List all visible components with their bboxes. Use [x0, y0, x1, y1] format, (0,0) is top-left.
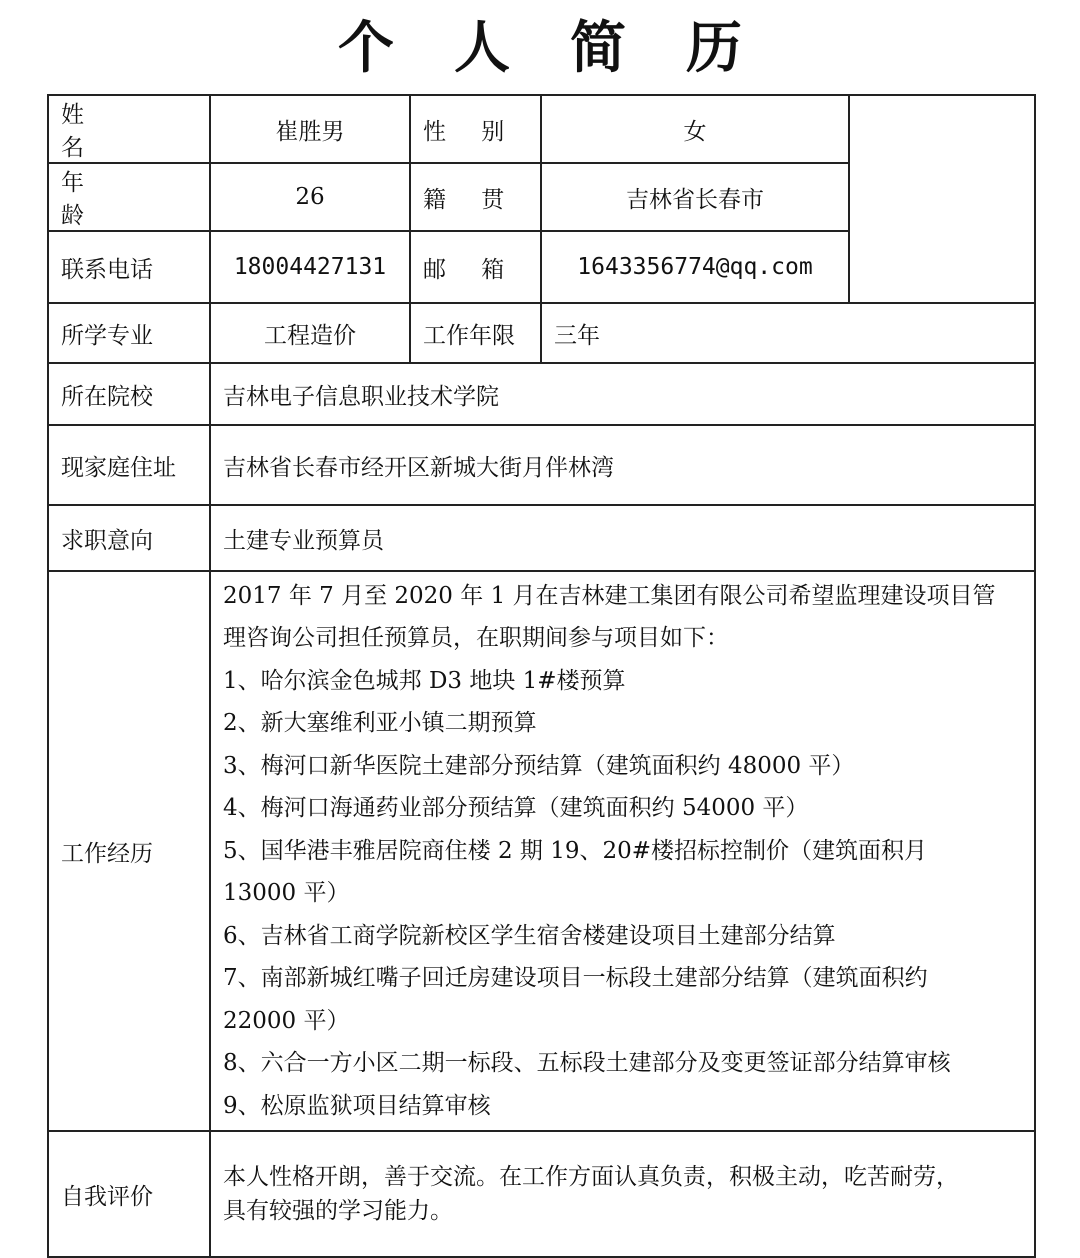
experience-line: 2、新大塞维利亚小镇二期预算: [223, 710, 537, 737]
years-value: 三年: [541, 303, 1035, 363]
address-label: 现家庭住址: [48, 425, 210, 505]
email-label: 邮 箱: [410, 231, 541, 303]
phone-label: 联系电话: [48, 231, 210, 303]
gender-label: 性 别: [410, 95, 541, 163]
name-label: 姓 名: [48, 95, 210, 163]
school-label: 所在院校: [48, 363, 210, 425]
address-value: 吉林省长春市经开区新城大街月伴林湾: [210, 425, 1035, 505]
experience-line: 7、南部新城红嘴子回迁房建设项目一标段土建部分结算（建筑面积约: [223, 965, 928, 992]
experience-line: 9、松原监狱项目结算审核: [223, 1092, 491, 1119]
row-major-years: [48, 303, 1035, 363]
experience-line: 5、国华港丰雅居院商住楼 2 期 19、20#楼招标控制价（建筑面积月: [223, 837, 928, 864]
row-school: [48, 363, 1035, 425]
major-label: 所学专业: [48, 303, 210, 363]
phone-value: 18004427131: [210, 231, 410, 303]
origin-value: 吉林省长春市: [541, 163, 849, 231]
gender-value: 女: [541, 95, 849, 163]
self-eval-line: 具有较强的学习能力。: [223, 1198, 453, 1224]
years-label: 工作年限: [410, 303, 541, 363]
self-eval-label: 自我评价: [48, 1131, 210, 1257]
row-name-gender: [48, 95, 1035, 163]
age-label: 年 龄: [48, 163, 210, 231]
row-experience: [48, 571, 1035, 1131]
experience-label: 工作经历: [48, 571, 210, 1131]
school-value: 吉林电子信息职业技术学院: [210, 363, 1035, 425]
self-eval-content: [210, 1131, 1035, 1257]
name-value: 崔胜男: [210, 95, 410, 163]
experience-line: 理咨询公司担任预算员，在职期间参与项目如下：: [223, 625, 729, 652]
row-self-eval: [48, 1131, 1035, 1257]
row-address: [48, 425, 1035, 505]
experience-line: 4、梅河口海通药业部分预结算（建筑面积约 54000 平）: [223, 795, 809, 822]
origin-label: 籍 贯: [410, 163, 541, 231]
objective-value: 土建专业预算员: [210, 505, 1035, 571]
experience-line: 3、梅河口新华医院土建部分预结算（建筑面积约 48000 平）: [223, 752, 855, 779]
experience-content: [210, 571, 1035, 1131]
page-title: 个人简历: [338, 15, 802, 81]
email-value: 1643356774@qq.com: [541, 231, 849, 303]
major-value: 工程造价: [210, 303, 410, 363]
experience-line: 6、吉林省工商学院新校区学生宿舍楼建设项目土建部分结算: [223, 922, 836, 949]
experience-line: 2017 年 7 月至 2020 年 1 月在吉林建工集团有限公司希望监理建设项目管: [223, 582, 996, 609]
experience-line: 13000 平）: [223, 880, 350, 907]
experience-line: 8、六合一方小区二期一标段、五标段土建部分及变更签证部分结算审核: [223, 1050, 951, 1077]
self-eval-line: 本人性格开朗，善于交流。在工作方面认真负责，积极主动，吃苦耐劳，: [223, 1164, 959, 1190]
resume-table: [47, 94, 1036, 1258]
experience-line: 1、哈尔滨金色城邦 D3 地块 1#楼预算: [223, 667, 626, 694]
objective-label: 求职意向: [48, 505, 210, 571]
row-objective: [48, 505, 1035, 571]
photo-cell: [849, 95, 1035, 303]
experience-line: 22000 平）: [223, 1007, 350, 1034]
age-value: 26: [210, 163, 410, 231]
